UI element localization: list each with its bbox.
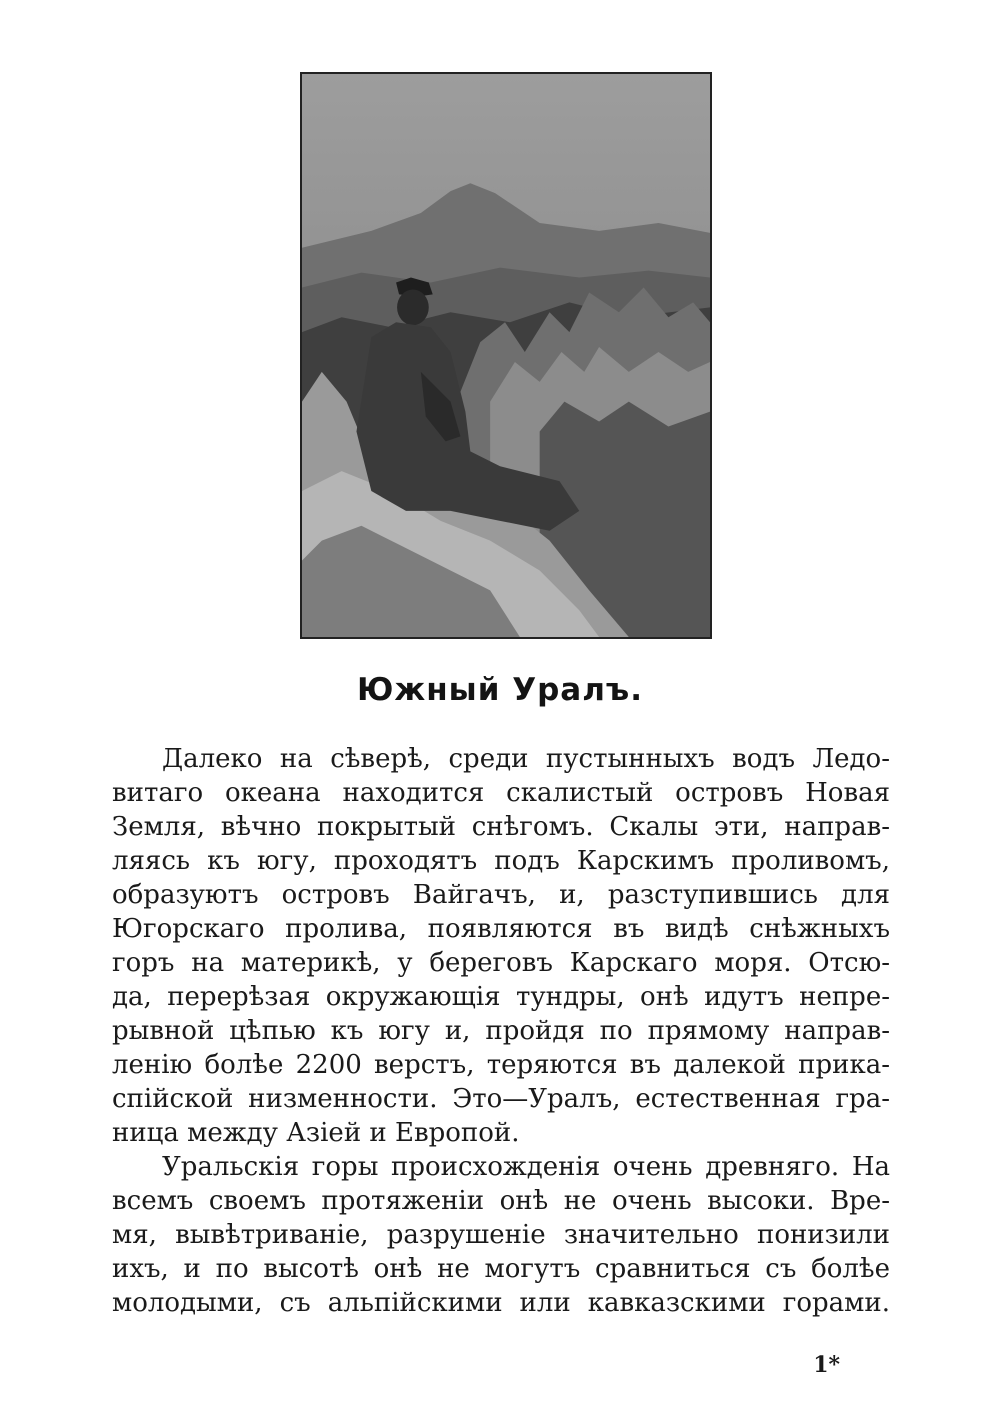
photo-illustration [302, 74, 710, 637]
text-line: спійской низменности. Это—Уралъ, естественная гра- [112, 1084, 890, 1114]
body-text [112, 742, 890, 1320]
mountain-photograph [300, 72, 712, 639]
text-line: ляясь къ югу, проходятъ подъ Карскимъ проливомъ, [112, 846, 890, 876]
text-line: рывной цѣпью къ югу и, пройдя по прямому направ- [112, 1016, 890, 1046]
page-number: 1* [813, 1352, 840, 1378]
text-line: ихъ, и по высотѣ онѣ не могутъ сравниться съ болѣе [112, 1254, 890, 1284]
text-line: ница между Азіей и Европой. [112, 1118, 520, 1148]
text-line: молодыми, съ альпійскими или кавказскими горами. [112, 1288, 890, 1318]
page-title: Южный Уралъ. [357, 672, 643, 708]
text-line: образуютъ островъ Вайгачъ, и, разступившись для [112, 880, 890, 910]
text-line: да, перерѣзая окружающія тундры, онѣ идутъ непре- [112, 982, 890, 1012]
text-line: всемъ своемъ протяженіи онѣ не очень высоки. Вре- [112, 1186, 890, 1216]
text-line: Земля, вѣчно покрытый снѣгомъ. Скалы эти, направ- [112, 812, 890, 842]
text-line: горъ на материкѣ, у береговъ Карскаго моря. Отсю- [112, 948, 890, 978]
text-line: витаго океана находится скалистый островъ Новая [112, 778, 890, 808]
text-line: Югорскаго пролива, появляются въ видѣ снѣжныхъ [112, 914, 890, 944]
text-line: ленію болѣе 2200 верстъ, теряются въ далекой прика- [112, 1050, 890, 1080]
text-line: Уральскія горы происхожденія очень древняго. На [162, 1152, 890, 1182]
text-line: Далеко на сѣверѣ, среди пустынныхъ водъ Ледо- [162, 744, 890, 774]
text-line: мя, вывѣтриваніе, разрушеніе значительно понизили [112, 1220, 890, 1250]
